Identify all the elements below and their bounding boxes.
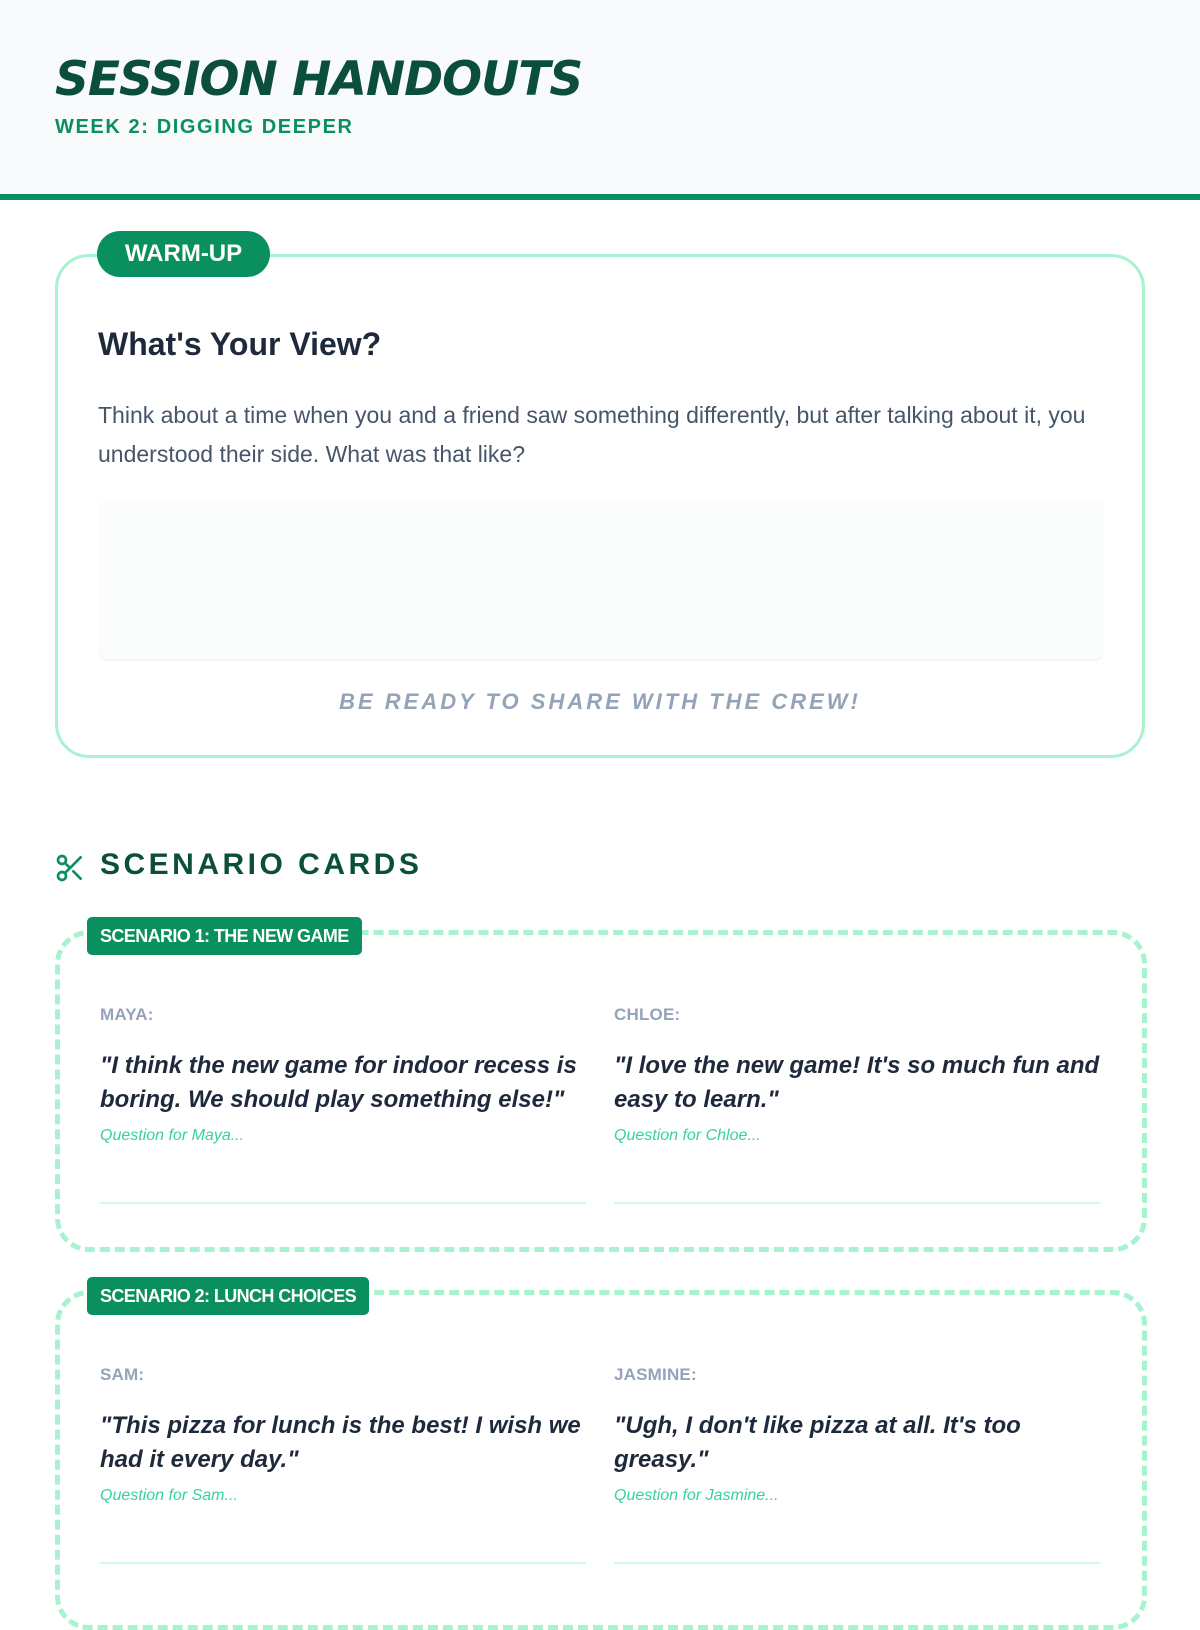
speaker-block — [100, 1365, 586, 1505]
answer-line[interactable] — [614, 1202, 1100, 1204]
scenario-label: SCENARIO 2: LUNCH CHOICES — [87, 1277, 369, 1315]
speaker-question-prompt: Question for Chloe... — [614, 1127, 761, 1144]
scenario-label: SCENARIO 1: THE NEW GAME — [87, 917, 362, 955]
speaker-name: JASMINE: — [614, 1365, 697, 1384]
warmup-heading: What's Your View? — [98, 326, 382, 362]
share-note: BE READY TO SHARE WITH THE CREW! — [339, 689, 861, 714]
answer-line[interactable] — [100, 1562, 586, 1564]
speaker-name: MAYA: — [100, 1005, 154, 1024]
speaker-question-prompt: Question for Maya... — [100, 1127, 245, 1144]
warmup-badge: WARM-UP — [97, 231, 270, 277]
speaker-quote: "This pizza for lunch is the best! I wish we had it every day." — [100, 1412, 581, 1473]
page-subtitle: WEEK 2: DIGGING DEEPER — [55, 116, 354, 138]
answer-line[interactable] — [100, 1202, 586, 1204]
page-title: SESSION HANDOUTS — [55, 52, 583, 107]
scissors-icon — [54, 852, 86, 884]
speaker-block — [614, 1005, 1100, 1145]
speaker-quote: "I love the new game! It's so much fun and easy to learn." — [614, 1052, 1100, 1113]
page-header — [0, 0, 1200, 200]
speaker-question-prompt: Question for Jasmine... — [614, 1487, 779, 1504]
speaker-name: CHLOE: — [614, 1005, 681, 1024]
speaker-name: SAM: — [100, 1365, 145, 1384]
speaker-question-prompt: Question for Sam... — [100, 1487, 238, 1504]
answer-line[interactable] — [614, 1562, 1100, 1564]
speaker-block — [100, 1005, 586, 1145]
section-title: SCENARIO CARDS — [100, 848, 423, 881]
speaker-quote: "Ugh, I don't like pizza at all. It's too greasy." — [614, 1412, 1021, 1473]
speaker-quote: "I think the new game for indoor recess is boring. We should play something else!" — [100, 1052, 577, 1113]
speaker-block — [614, 1365, 1100, 1505]
warmup-prompt: Think about a time when you and a friend saw something differently, but after talking about it, you understood their side. What was that like? — [98, 402, 1086, 467]
warmup-answer-box[interactable] — [98, 499, 1104, 661]
